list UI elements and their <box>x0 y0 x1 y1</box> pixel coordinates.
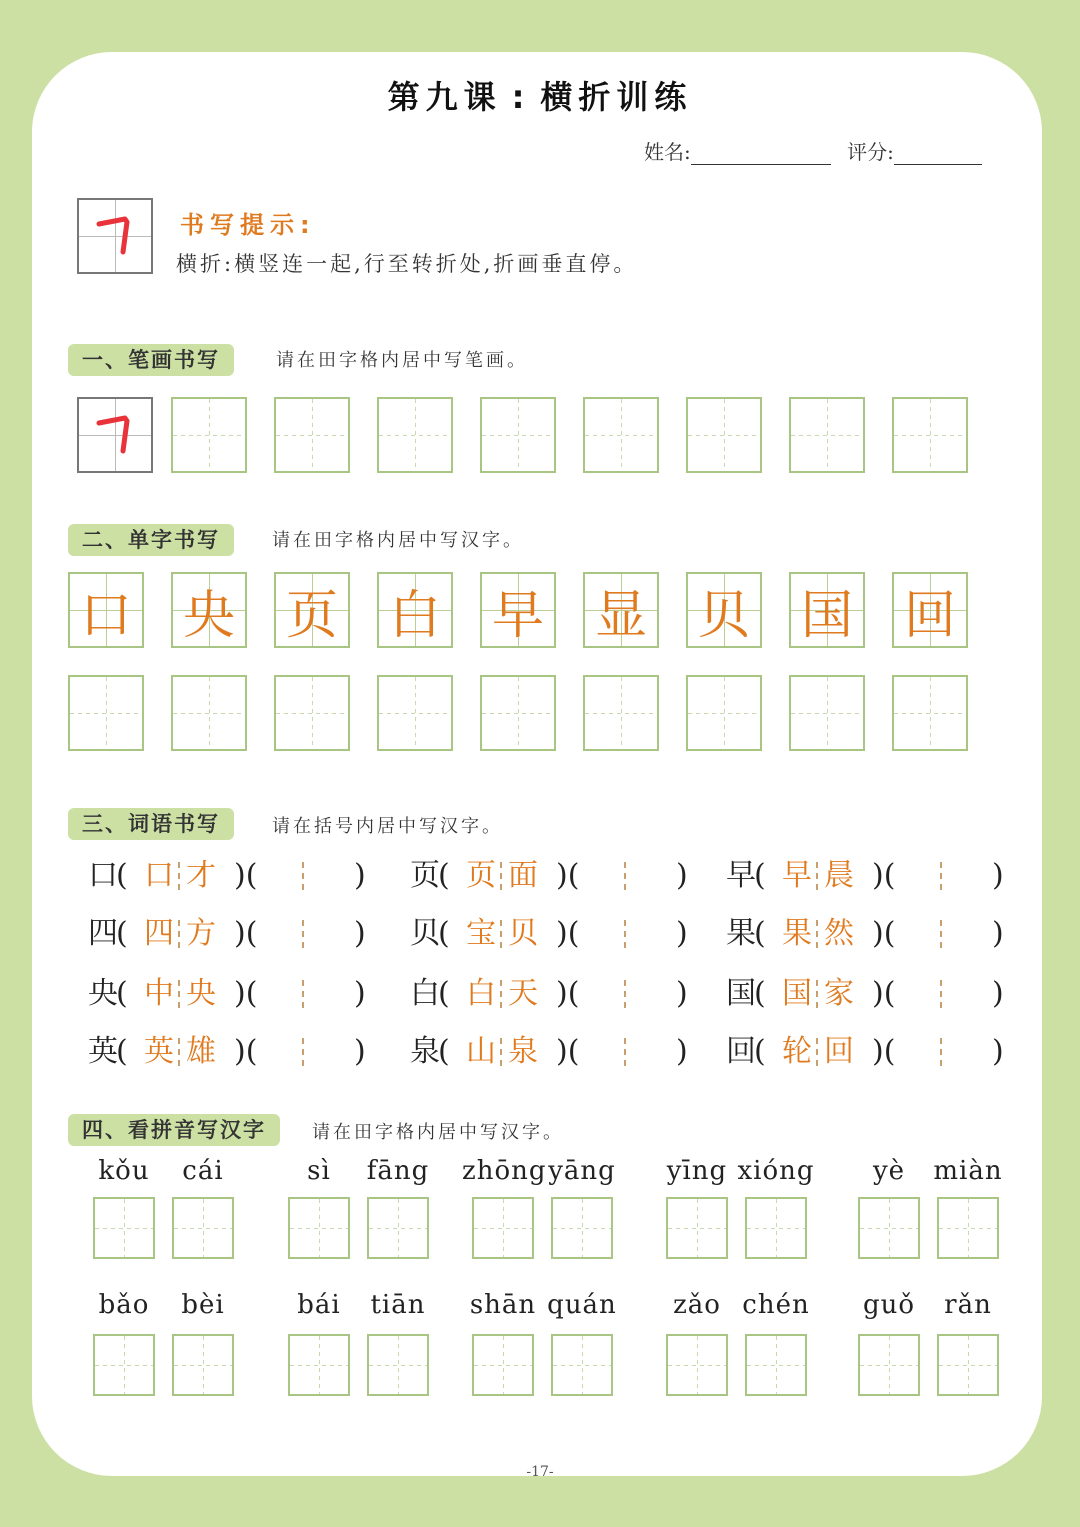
word-char: 回 <box>824 1034 854 1069</box>
answer-divider[interactable] <box>624 920 626 948</box>
paren: ( <box>116 916 128 951</box>
paren: ( <box>754 916 766 951</box>
answer-divider[interactable] <box>624 1038 626 1066</box>
paren: ) <box>992 1034 1004 1069</box>
char-practice-box[interactable] <box>68 675 144 751</box>
answer-divider[interactable] <box>940 862 942 890</box>
word-divider <box>500 1038 502 1066</box>
pinyin-label: bèi <box>181 1290 225 1320</box>
word-char: 早 <box>782 858 812 893</box>
char-practice-box[interactable] <box>583 675 659 751</box>
word-row <box>0 974 1080 1014</box>
stroke-sample-box <box>77 397 153 473</box>
score-label: 评分: <box>847 140 894 164</box>
word-divider <box>816 1038 818 1066</box>
word-char: 然 <box>824 916 854 951</box>
stroke-practice-box[interactable] <box>171 397 247 473</box>
pinyin-answer-box[interactable] <box>745 1334 807 1396</box>
pinyin-answer-box[interactable] <box>472 1197 534 1259</box>
word-char: 宝 <box>466 916 496 951</box>
paren: )( <box>556 1034 580 1069</box>
paren: ( <box>116 858 128 893</box>
paren: ) <box>354 858 366 893</box>
answer-divider[interactable] <box>302 980 304 1008</box>
paren: ) <box>992 858 1004 893</box>
word-char: 中 <box>144 976 174 1011</box>
stroke-practice-box[interactable] <box>686 397 762 473</box>
word-base-char: 回 <box>726 1034 756 1069</box>
pinyin-label: yāng <box>548 1156 616 1186</box>
paren: ( <box>754 1034 766 1069</box>
name-label: 姓名: <box>644 140 691 164</box>
word-row <box>0 914 1080 954</box>
word-divider <box>178 862 180 890</box>
section-4-note: 请在田字格内居中写汉字。 <box>312 1122 564 1143</box>
pinyin-label: rǎn <box>944 1290 992 1320</box>
answer-divider[interactable] <box>624 862 626 890</box>
model-char-box <box>892 572 968 648</box>
word-base-char: 央 <box>88 976 118 1011</box>
answer-divider[interactable] <box>940 980 942 1008</box>
pinyin-label: sì <box>307 1156 331 1186</box>
pinyin-answer-box[interactable] <box>666 1334 728 1396</box>
paren: )( <box>234 858 258 893</box>
section-3-note: 请在括号内居中写汉字。 <box>272 816 503 837</box>
pinyin-answer-box[interactable] <box>551 1197 613 1259</box>
paren: )( <box>234 976 258 1011</box>
paren: )( <box>872 858 896 893</box>
model-char-box <box>789 572 865 648</box>
stroke-practice-box[interactable] <box>583 397 659 473</box>
word-char: 晨 <box>824 858 854 893</box>
pinyin-label: miàn <box>933 1156 1003 1186</box>
model-char-box <box>68 572 144 648</box>
word-divider <box>178 980 180 1008</box>
word-base-char: 口 <box>88 858 118 893</box>
paren: )( <box>556 916 580 951</box>
word-divider <box>500 920 502 948</box>
paren: ) <box>676 976 688 1011</box>
stroke-practice-box[interactable] <box>480 397 556 473</box>
paren: ) <box>676 858 688 893</box>
paren: )( <box>872 916 896 951</box>
pinyin-answer-box[interactable] <box>551 1334 613 1396</box>
pinyin-label: zhōng <box>462 1156 547 1186</box>
word-base-char: 英 <box>88 1034 118 1069</box>
model-char-box <box>171 572 247 648</box>
pinyin-label: cái <box>182 1156 224 1186</box>
word-char: 四 <box>144 916 174 951</box>
answer-divider[interactable] <box>302 920 304 948</box>
score-field[interactable] <box>894 142 982 165</box>
word-divider <box>816 920 818 948</box>
char-practice-box[interactable] <box>480 675 556 751</box>
pinyin-answer-box[interactable] <box>472 1334 534 1396</box>
model-char-box <box>274 572 350 648</box>
model-char: 口 <box>79 585 132 646</box>
paren: )( <box>872 1034 896 1069</box>
pinyin-answer-box[interactable] <box>93 1197 155 1259</box>
word-char: 天 <box>508 976 538 1011</box>
pinyin-answer-box[interactable] <box>745 1197 807 1259</box>
word-char: 方 <box>186 916 216 951</box>
pinyin-answer-box[interactable] <box>172 1334 234 1396</box>
word-char: 泉 <box>508 1034 538 1069</box>
word-char: 口 <box>144 858 174 893</box>
pinyin-label: xióng <box>737 1156 815 1186</box>
horizontal-fold-stroke-icon <box>93 210 139 262</box>
pinyin-label: shān <box>469 1290 537 1320</box>
pinyin-answer-box[interactable] <box>367 1197 429 1259</box>
model-char: 早 <box>491 585 544 646</box>
paren: ( <box>116 1034 128 1069</box>
pinyin-answer-box[interactable] <box>93 1334 155 1396</box>
section-2-note: 请在田字格内居中写汉字。 <box>272 530 524 551</box>
hint-stroke-box <box>77 198 153 274</box>
word-char: 白 <box>466 976 496 1011</box>
word-char: 轮 <box>782 1034 812 1069</box>
word-base-char: 泉 <box>410 1034 440 1069</box>
name-field[interactable] <box>691 142 831 165</box>
word-char: 雄 <box>186 1034 216 1069</box>
pinyin-label: yè <box>872 1156 906 1186</box>
char-practice-box[interactable] <box>789 675 865 751</box>
pinyin-label: tiān <box>370 1290 426 1320</box>
word-char: 才 <box>186 858 216 893</box>
word-char: 国 <box>782 976 812 1011</box>
word-divider <box>178 1038 180 1066</box>
word-divider <box>500 862 502 890</box>
model-char-box <box>480 572 556 648</box>
pinyin-answer-box[interactable] <box>666 1197 728 1259</box>
model-char-box <box>377 572 453 648</box>
stroke-practice-box[interactable] <box>377 397 453 473</box>
paren: )( <box>234 1034 258 1069</box>
word-char: 贝 <box>508 916 538 951</box>
answer-divider[interactable] <box>302 862 304 890</box>
char-practice-box[interactable] <box>892 675 968 751</box>
paren: ) <box>354 1034 366 1069</box>
paren: ) <box>992 916 1004 951</box>
answer-divider[interactable] <box>940 1038 942 1066</box>
paren: ) <box>992 976 1004 1011</box>
paren: )( <box>556 858 580 893</box>
word-base-char: 四 <box>88 916 118 951</box>
paren: ) <box>354 916 366 951</box>
model-char: 页 <box>285 585 338 646</box>
paren: ( <box>754 858 766 893</box>
page-number: -17- <box>526 1464 554 1480</box>
paren: )( <box>556 976 580 1011</box>
answer-divider[interactable] <box>624 980 626 1008</box>
pinyin-label: zǎo <box>673 1290 721 1320</box>
word-row <box>0 856 1080 896</box>
page-title: 第九课 : 横折训练 <box>387 78 693 116</box>
pinyin-answer-box[interactable] <box>937 1197 999 1259</box>
word-char: 页 <box>466 858 496 893</box>
paren: ( <box>116 976 128 1011</box>
section-1-label: 一、笔画书写 <box>68 344 234 376</box>
pinyin-answer-box[interactable] <box>288 1334 350 1396</box>
paren: )( <box>234 916 258 951</box>
model-char-box <box>583 572 659 648</box>
model-char-box <box>686 572 762 648</box>
student-info <box>644 136 982 165</box>
model-char: 回 <box>903 585 956 646</box>
model-char: 国 <box>800 585 853 646</box>
paren: )( <box>872 976 896 1011</box>
section-4-label: 四、看拼音写汉字 <box>68 1114 280 1146</box>
answer-divider[interactable] <box>302 1038 304 1066</box>
pinyin-answer-box[interactable] <box>858 1334 920 1396</box>
paren: ( <box>438 976 450 1011</box>
pinyin-label: fāng <box>366 1156 430 1186</box>
pinyin-label: yīng <box>666 1156 728 1186</box>
paren: ( <box>438 916 450 951</box>
model-char: 显 <box>594 585 647 646</box>
stroke-practice-box[interactable] <box>274 397 350 473</box>
stroke-practice-box[interactable] <box>892 397 968 473</box>
paren: ( <box>754 976 766 1011</box>
section-2-label: 二、单字书写 <box>68 524 234 556</box>
char-practice-box[interactable] <box>377 675 453 751</box>
word-char: 山 <box>466 1034 496 1069</box>
pinyin-label: guǒ <box>862 1290 916 1320</box>
pinyin-label: bǎo <box>98 1290 150 1320</box>
horizontal-fold-stroke-icon <box>93 409 139 461</box>
paren: ) <box>676 1034 688 1069</box>
answer-divider[interactable] <box>940 920 942 948</box>
word-base-char: 白 <box>410 976 440 1011</box>
pinyin-answer-box[interactable] <box>367 1334 429 1396</box>
char-practice-box[interactable] <box>274 675 350 751</box>
word-char: 果 <box>782 916 812 951</box>
word-base-char: 早 <box>726 858 756 893</box>
word-char: 英 <box>144 1034 174 1069</box>
word-base-char: 果 <box>726 916 756 951</box>
pinyin-answer-box[interactable] <box>288 1197 350 1259</box>
word-char: 面 <box>508 858 538 893</box>
paren: ) <box>354 976 366 1011</box>
word-base-char: 贝 <box>410 916 440 951</box>
paren: ) <box>676 916 688 951</box>
pinyin-label: kǒu <box>98 1156 150 1186</box>
stroke-practice-box[interactable] <box>789 397 865 473</box>
hint-text: 横折:横竖连一起,行至转折处,折画垂直停。 <box>176 252 638 276</box>
word-row <box>0 1032 1080 1072</box>
section-1-note: 请在田字格内居中写笔画。 <box>276 350 528 371</box>
pinyin-label: chén <box>742 1290 810 1320</box>
word-base-char: 页 <box>410 858 440 893</box>
section-3-label: 三、词语书写 <box>68 808 234 840</box>
word-divider <box>500 980 502 1008</box>
char-practice-box[interactable] <box>171 675 247 751</box>
word-divider <box>816 980 818 1008</box>
char-practice-box[interactable] <box>686 675 762 751</box>
word-char: 央 <box>186 976 216 1011</box>
paren: ( <box>438 1034 450 1069</box>
word-char: 家 <box>824 976 854 1011</box>
word-divider <box>816 862 818 890</box>
pinyin-label: quán <box>547 1290 617 1320</box>
hint-title: 书写提示: <box>180 211 316 239</box>
model-char: 贝 <box>697 585 750 646</box>
word-divider <box>178 920 180 948</box>
pinyin-answer-box[interactable] <box>858 1197 920 1259</box>
model-char: 白 <box>388 585 441 646</box>
word-base-char: 国 <box>726 976 756 1011</box>
paren: ( <box>438 858 450 893</box>
model-char: 央 <box>182 585 235 646</box>
pinyin-label: bái <box>297 1290 341 1320</box>
pinyin-answer-box[interactable] <box>937 1334 999 1396</box>
pinyin-answer-box[interactable] <box>172 1197 234 1259</box>
